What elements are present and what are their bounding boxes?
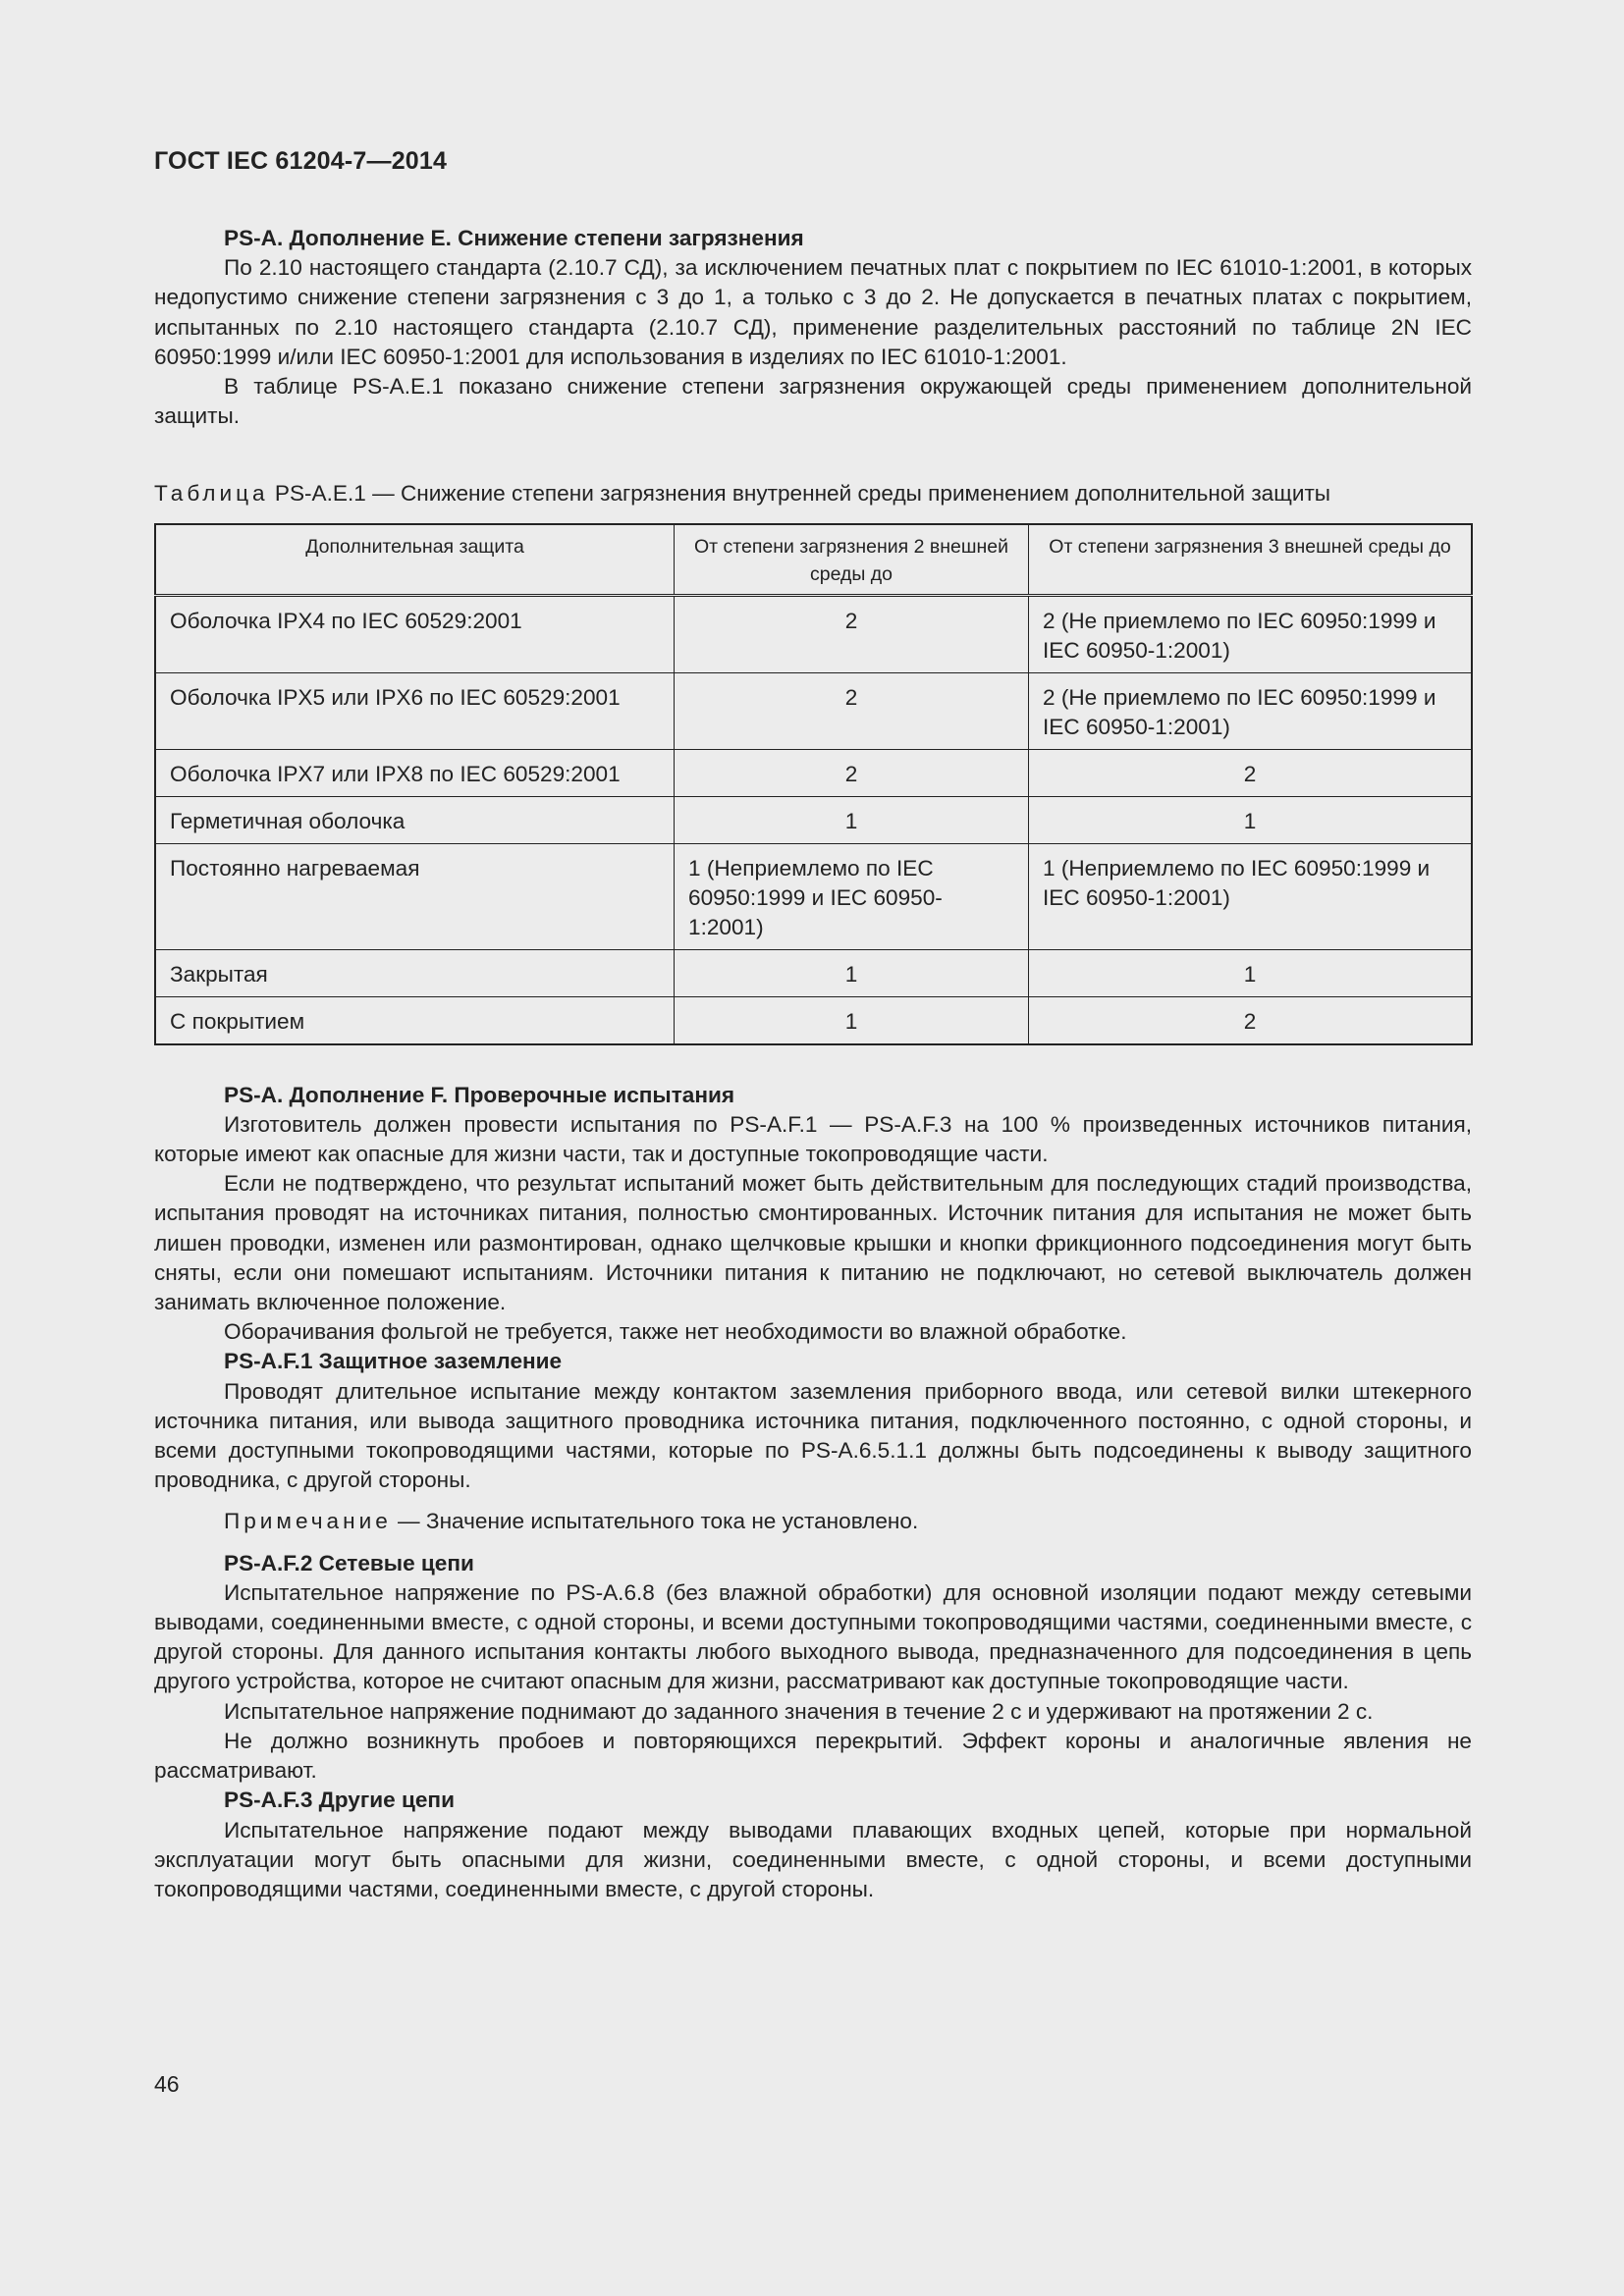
table-row — [155, 996, 1472, 1044]
note-text: — Значение испытательного тока не установлено. — [391, 1509, 919, 1534]
table-row — [155, 749, 1472, 796]
table-cell: 1 — [1029, 949, 1473, 996]
table-row — [155, 595, 1472, 672]
table-cell: 2 (Не приемлемо по IEC 60950:1999 и IEC 60950-1:2001) — [1029, 672, 1473, 749]
table-cell: 2 — [1029, 749, 1473, 796]
section-e-paragraph: В таблице PS-A.E.1 показано снижение степени загрязнения окружающей среды применением дополнительной защиты. — [154, 374, 1472, 429]
subsection-f1-title: PS-A.F.1 Защитное заземление — [224, 1349, 563, 1374]
document-header: ГОСТ IEC 61204-7—2014 — [154, 147, 448, 175]
table-caption — [154, 479, 1472, 508]
table-cell: Оболочка IPX5 или IPX6 по IEC 60529:2001 — [155, 672, 675, 749]
table-cell: Герметичная оболочка — [155, 796, 675, 843]
subsection-f1-paragraph: Проводят длительное испытание между контактом заземления приборного ввода, или сетевой вилки штекерного источника питания, или вывода защитного проводника источника питания, подключенного постоянно, с одной стороны, и всеми доступными токопроводящими частями, которые по PS-A.6.5.1.1 должны быть подсоединены к выводу защитного проводника, с другой стороны. — [154, 1378, 1472, 1493]
table-cell: 2 (Не приемлемо по IEC 60950:1999 и IEC 60950-1:2001) — [1029, 595, 1473, 672]
note-prefix: Примечание — [224, 1509, 392, 1534]
table-cell: 2 — [1029, 996, 1473, 1044]
table-cell: Постоянно нагреваемая — [155, 843, 675, 949]
subsection-f2-paragraph: Испытательное напряжение по PS-A.6.8 (без влажной обработки) для основной изоляции подают между сетевыми выводами, соединенными вместе, с одной стороны, и всеми доступными токопроводящими частями, соединенными вместе, с другой стороны. Для данного испытания контакты любого выходного вывода, предназначенного для подсоединения в цепь другого устройства, которое не считают опасным для жизни, рассматривают как доступные токопроводящие части. — [154, 1579, 1472, 1694]
table-row — [155, 843, 1472, 949]
section-e-title: PS-A. Дополнение E. Снижение степени загрязнения — [224, 226, 804, 250]
table-cell: С покрытием — [155, 996, 675, 1044]
pollution-degree-table — [154, 523, 1473, 1045]
subsection-f3-paragraph: Испытательное напряжение подают между выводами плавающих входных цепей, которые при нормальной эксплуатации могут быть опасными для жизни, соединенными вместе, с одной стороны, и всеми доступными токопроводящими частями, соединенными вместе, с другой стороны. — [154, 1817, 1472, 1901]
section-f-paragraph: Оборачивания фольгой не требуется, также нет необходимости во влажной обработке. — [224, 1319, 1127, 1345]
table-cell: Оболочка IPX4 по IEC 60529:2001 — [155, 595, 675, 672]
table-caption-prefix: Таблица — [154, 481, 269, 507]
section-f-title: PS-A. Дополнение F. Проверочные испытания — [224, 1082, 735, 1107]
table-cell: Закрытая — [155, 949, 675, 996]
table-row — [155, 796, 1472, 843]
table-cell: 2 — [675, 595, 1029, 672]
subsection-f2-title: PS-A.F.2 Сетевые цепи — [224, 1550, 474, 1575]
table-cell: 1 (Неприемлемо по IEC 60950:1999 и IEC 60950-1:2001) — [675, 843, 1029, 949]
table-cell: 1 — [675, 996, 1029, 1044]
section-f-paragraph: Если не подтверждено, что результат испытаний может быть действительным для последующих стадий производства, испытания проводят на источниках питания, полностью смонтированных. Источник питания для испытания не может быть лишен проводки, изменен или размонтирован, однако щелчковые крышки и кнопки фрикционного подсоединения могут быть сняты, если они помешают испытаниям. Источники питания к питанию не подключают, но сетевой выключатель должен занимать включенное положение. — [154, 1171, 1472, 1315]
table-cell: 1 (Неприемлемо по IEC 60950:1999 и IEC 60950-1:2001) — [1029, 843, 1473, 949]
subsection-f2-paragraph: Не должно возникнуть пробоев и повторяющихся перекрытий. Эффект короны и аналогичные явления не рассматривают. — [154, 1728, 1472, 1784]
table-row — [155, 672, 1472, 749]
note — [154, 1507, 1472, 1536]
column-header: От степени загрязнения 3 внешней среды до — [1029, 524, 1473, 596]
table-cell: 2 — [675, 672, 1029, 749]
section-f-paragraph: Изготовитель должен провести испытания по PS-A.F.1 — PS-A.F.3 на 100 % произведенных источников питания, которые имеют как опасные для жизни части, так и доступные токопроводящие части. — [154, 1111, 1472, 1167]
column-header: Дополнительная защита — [155, 524, 675, 596]
table-cell: 1 — [675, 796, 1029, 843]
section-e-paragraph: По 2.10 настоящего стандарта (2.10.7 СД), за исключением печатных плат с покрытием по IEC 61010-1:2001, в которых недопустимо снижение степени загрязнения с 3 до 1, а только с 3 до 2. Не допускается в печатных платах с покрытием, испытанных по 2.10 настоящего стандарта (2.10.7 СД), применение разделительных расстояний по таблице 2N IEC 60950:1999 и/или IEC 60950-1:2001 для использования в изделиях по IEC 61010-1:2001. — [154, 255, 1472, 369]
subsection-f3-title: PS-A.F.3 Другие цепи — [224, 1788, 455, 1813]
table-header-row — [155, 524, 1472, 596]
table-caption-text: PS-A.E.1 — Снижение степени загрязнения внутренней среды применением дополнительной защиты — [268, 481, 1331, 507]
table-cell: Оболочка IPX7 или IPX8 по IEC 60529:2001 — [155, 749, 675, 796]
table-cell: 1 — [675, 949, 1029, 996]
page-number: 46 — [154, 2071, 180, 2097]
subsection-f2-paragraph: Испытательное напряжение поднимают до заданного значения в течение 2 с и удерживают на протяжении 2 с. — [224, 1698, 1374, 1724]
table-cell: 1 — [1029, 796, 1473, 843]
page-content — [154, 224, 1472, 1904]
column-header: От степени загрязнения 2 внешней среды до — [675, 524, 1029, 596]
table-cell: 2 — [675, 749, 1029, 796]
table-row — [155, 949, 1472, 996]
